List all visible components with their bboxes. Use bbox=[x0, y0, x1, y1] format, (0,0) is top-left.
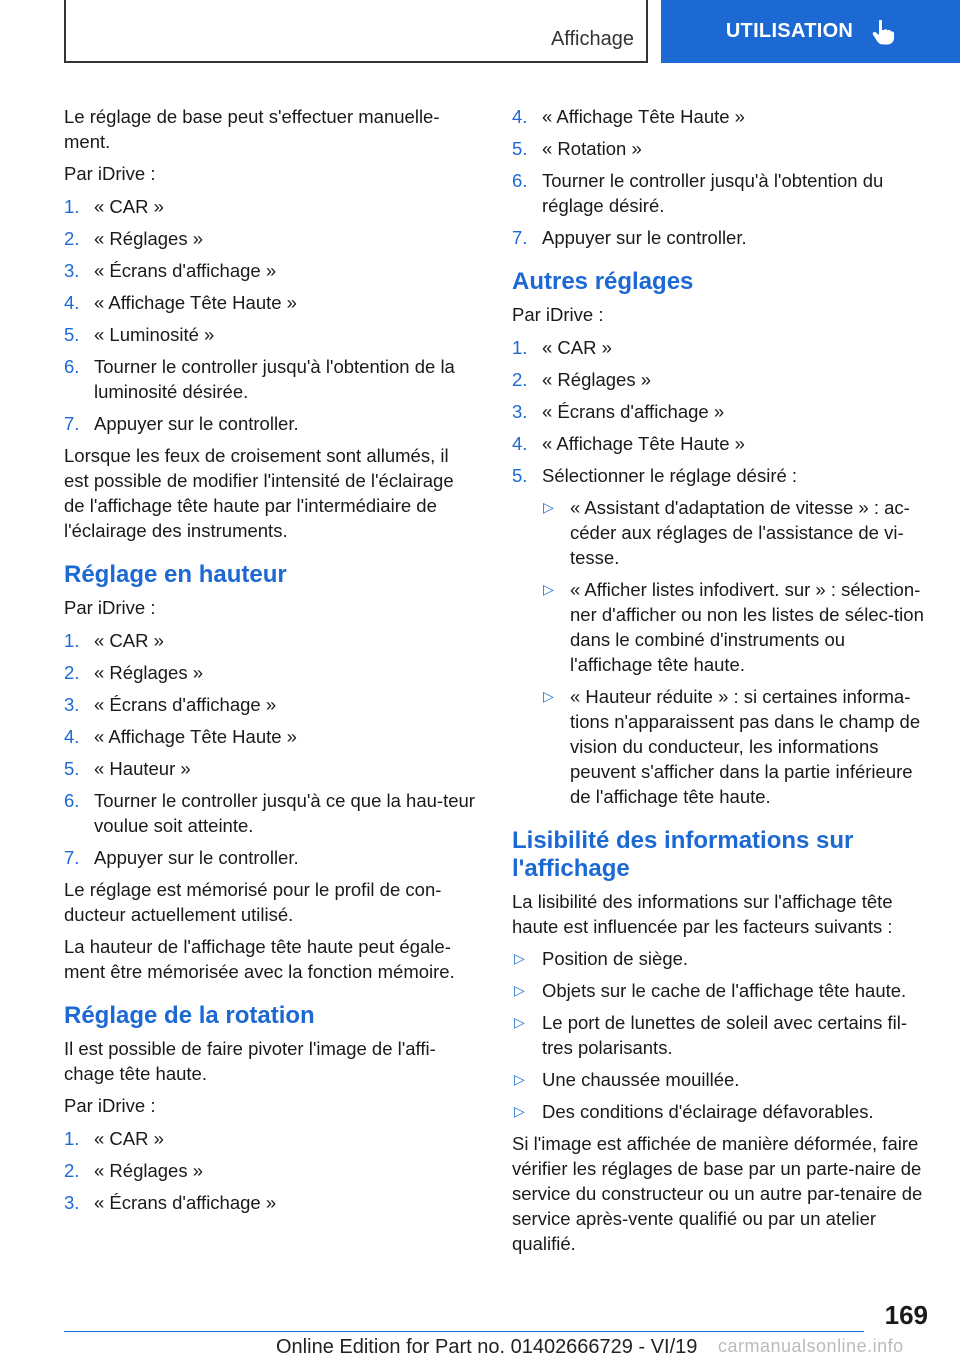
triangle-bullet-icon: ▷ bbox=[514, 950, 525, 966]
step-list bbox=[512, 104, 928, 250]
list-item: ▷ Une chaussée mouillée. bbox=[514, 1069, 740, 1090]
list-item: 4. « Affichage Tête Haute » bbox=[512, 433, 745, 454]
triangle-bullet-icon: ▷ bbox=[514, 982, 525, 998]
list-item: 4. « Affichage Tête Haute » bbox=[64, 292, 297, 313]
chapter-title: UTILISATION bbox=[725, 20, 854, 42]
list-item: 6. Tourner le controller jusqu'à l'obtention du réglage désiré. bbox=[512, 170, 884, 216]
list-item: ▷ « Hauteur réduite » : si certaines informa-tions n'apparaissent pas dans le champ de vision du conducteur, les informations peuvent s'afficher dans la partie inférieure de l'affichage tête haute. bbox=[543, 686, 921, 807]
section-title: Affichage bbox=[550, 28, 634, 50]
paragraph: Par iDrive : bbox=[64, 1095, 156, 1116]
paragraph: La hauteur de l'affichage tête haute peut égale-ment être mémorisée avec la fonction mémoire. bbox=[64, 936, 455, 982]
paragraph: Si l'image est affichée de manière déformée, faire vérifier les réglages de base par un parte-naire de service du constructeur ou un autre par-tenaire de service après-vente qualifié ou par un atelier qualifié. bbox=[512, 1133, 923, 1254]
list-item: ▷ Objets sur le cache de l'affichage tête haute. bbox=[514, 980, 907, 1001]
list-item: 2. « Réglages » bbox=[64, 1160, 204, 1181]
list-item: 4. « Affichage Tête Haute » bbox=[512, 106, 745, 127]
paragraph: Le réglage de base peut s'effectuer manuelle-ment. bbox=[64, 106, 440, 152]
list-item: 3. « Écrans d'affichage » bbox=[512, 401, 725, 422]
list-item: 5. « Luminosité » bbox=[64, 324, 215, 345]
paragraph: La lisibilité des informations sur l'affichage tête haute est influencée par les facteurs suivants : bbox=[512, 891, 893, 937]
list-item: 2. « Réglages » bbox=[512, 369, 652, 390]
list-item: 4. « Affichage Tête Haute » bbox=[64, 726, 297, 747]
list-item: 5. « Hauteur » bbox=[64, 758, 191, 779]
footer-edition: Online Edition for Part no. 01402666729 - VI/19 bbox=[276, 1336, 698, 1358]
paragraph: Par iDrive : bbox=[512, 304, 604, 325]
paragraph: Le réglage est mémorisé pour le profil de con-ducteur actuellement utilisé. bbox=[64, 879, 442, 925]
list-item: 2. « Réglages » bbox=[64, 228, 204, 249]
step-list bbox=[64, 628, 476, 870]
triangle-bullet-icon: ▷ bbox=[514, 1014, 525, 1030]
section-heading: Lisibilité des informations sur l'affichage bbox=[512, 827, 854, 882]
paragraph: Par iDrive : bbox=[64, 163, 156, 184]
step-list bbox=[64, 1126, 476, 1215]
section-heading: Autres réglages bbox=[512, 268, 694, 295]
step-list bbox=[64, 194, 476, 436]
list-item: ▷ Des conditions d'éclairage défavorables. bbox=[514, 1101, 874, 1122]
footer-divider bbox=[64, 1331, 864, 1332]
section-heading: Réglage de la rotation bbox=[64, 1002, 315, 1029]
list-item: 1. « CAR » bbox=[64, 196, 164, 217]
list-item: 1. « CAR » bbox=[512, 337, 612, 358]
page-number: 169 bbox=[884, 1300, 928, 1330]
list-item: 7. Appuyer sur le controller. bbox=[64, 847, 299, 868]
factor-list bbox=[512, 946, 928, 1124]
section-heading: Réglage en hauteur bbox=[64, 561, 287, 588]
right-column bbox=[512, 104, 928, 1263]
watermark: carmanualsonline.info bbox=[718, 1336, 904, 1356]
chapter-tab bbox=[661, 0, 960, 63]
list-item: ▷ « Assistant d'adaptation de vitesse » : ac-céder aux réglages de l'assistance de vi-tesse. bbox=[543, 497, 910, 568]
paragraph: Lorsque les feux de croisement sont allumés, il est possible de modifier l'intensité de l'éclairage de l'affichage tête haute par l'intermédiaire de l'éclairage des instruments. bbox=[64, 445, 454, 541]
step-list bbox=[512, 335, 928, 488]
list-item: 7. Appuyer sur le controller. bbox=[512, 227, 747, 248]
left-column bbox=[64, 104, 476, 1222]
list-item: 5. « Rotation » bbox=[512, 138, 642, 159]
list-item: ▷ « Afficher listes infodivert. sur » : sélection-ner d'afficher ou non les listes de sélec-tion dans le combiné d'instruments ou l'affichage tête haute. bbox=[543, 579, 924, 675]
triangle-bullet-icon: ▷ bbox=[543, 581, 554, 597]
triangle-bullet-icon: ▷ bbox=[514, 1103, 525, 1119]
list-item: 6. Tourner le controller jusqu'à l'obtention de la luminosité désirée. bbox=[64, 356, 455, 402]
list-item: 3. « Écrans d'affichage » bbox=[64, 260, 277, 281]
list-item: 5. Sélectionner le réglage désiré : bbox=[512, 465, 798, 486]
list-item: 3. « Écrans d'affichage » bbox=[64, 1192, 277, 1213]
list-item: 1. « CAR » bbox=[64, 1128, 164, 1149]
list-item: 2. « Réglages » bbox=[64, 662, 204, 683]
triangle-bullet-icon: ▷ bbox=[543, 688, 554, 704]
list-item: ▷ Position de siège. bbox=[514, 948, 689, 969]
sub-option-list bbox=[512, 495, 928, 809]
triangle-bullet-icon: ▷ bbox=[543, 499, 554, 515]
paragraph: Par iDrive : bbox=[64, 597, 156, 618]
list-item: ▷ Le port de lunettes de soleil avec certains fil-tres polarisants. bbox=[514, 1012, 908, 1058]
list-item: 3. « Écrans d'affichage » bbox=[64, 694, 277, 715]
hand-pointing-icon bbox=[871, 19, 895, 45]
triangle-bullet-icon: ▷ bbox=[514, 1071, 525, 1087]
paragraph: Il est possible de faire pivoter l'image de l'affi-chage tête haute. bbox=[64, 1038, 436, 1084]
list-item: 7. Appuyer sur le controller. bbox=[64, 413, 299, 434]
list-item: 6. Tourner le controller jusqu'à ce que la hau-teur voulue soit atteinte. bbox=[64, 790, 475, 836]
list-item: 1. « CAR » bbox=[64, 630, 164, 651]
